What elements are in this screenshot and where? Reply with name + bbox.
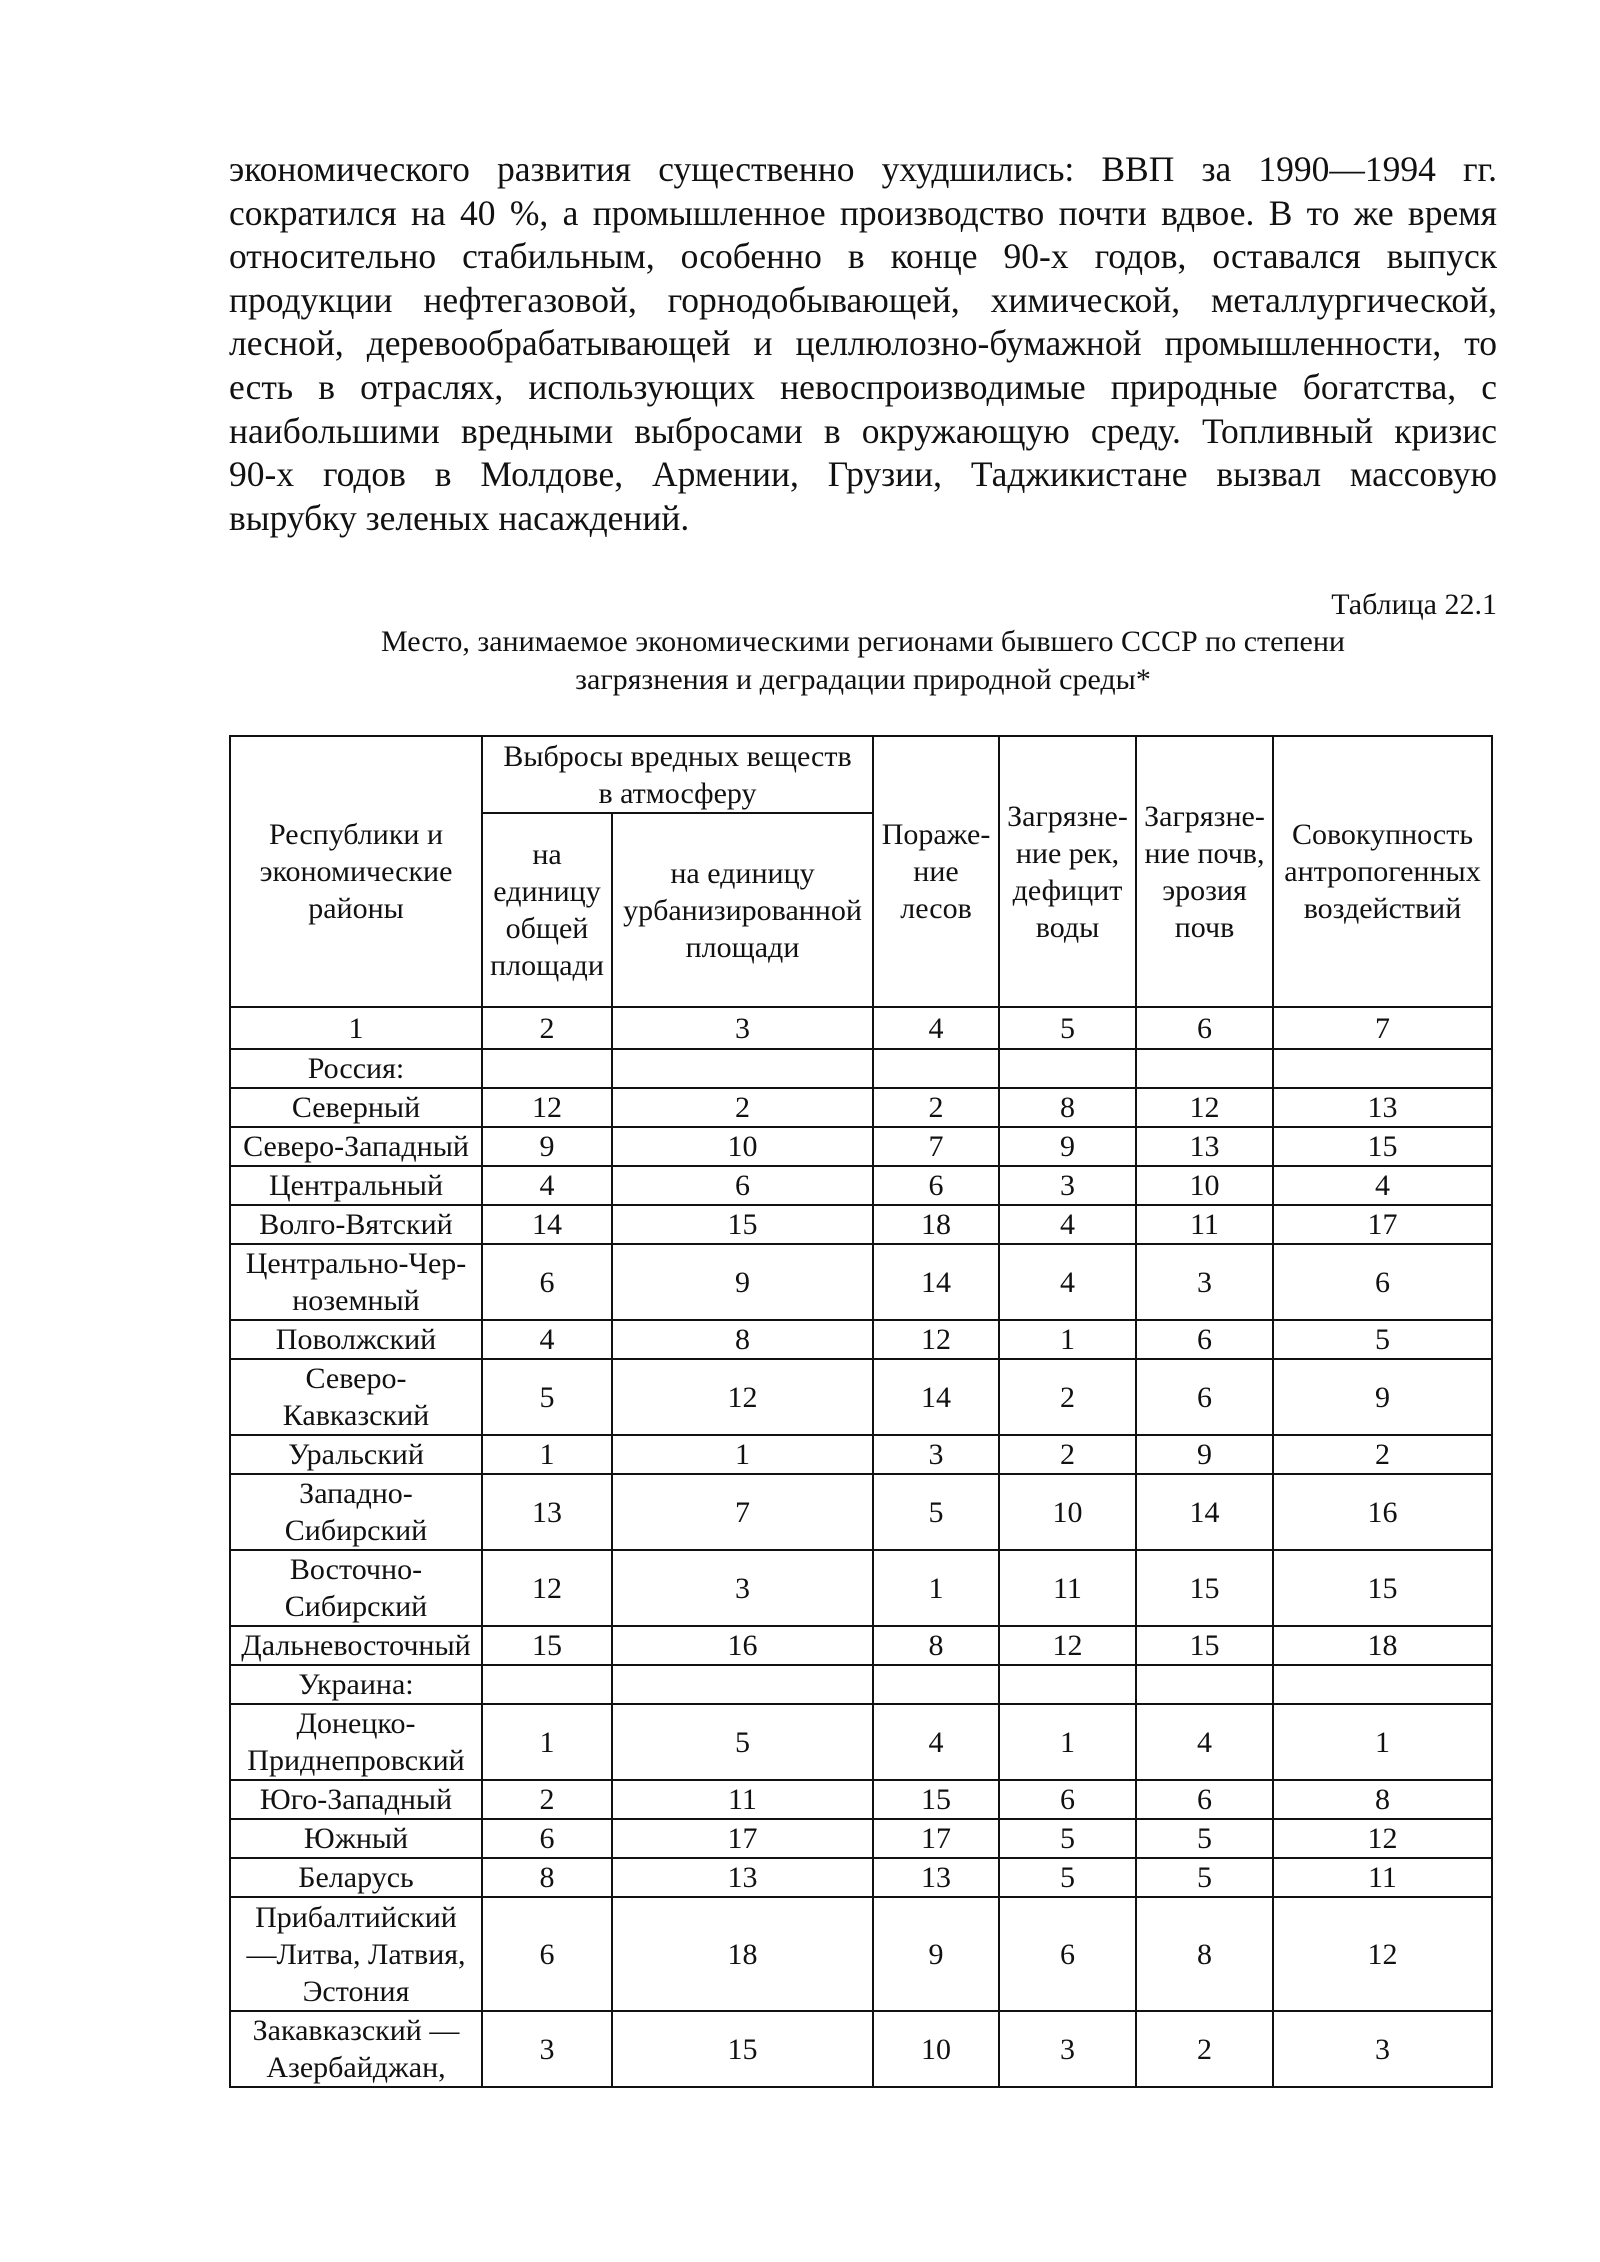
rank-cell [482,1665,612,1704]
region-name [230,1359,482,1435]
pollution-ranking-table [229,735,1493,2088]
region-name [230,1244,482,1320]
rank-cell: 12 [1273,1897,1492,2011]
rank-cell: 2 [612,1088,873,1127]
caption-line: Место, занимаемое экономическими регионами бывшего СССР по степени [381,625,1345,658]
rank-cell: 14 [482,1205,612,1244]
column-number-row [230,1007,1492,1049]
rank-cell: 1 [1273,1704,1492,1780]
rank-cell: 18 [873,1205,999,1244]
rank-cell: 13 [482,1474,612,1550]
header-line: почв [1174,910,1235,944]
region-name-line: Поволжский [275,1323,437,1356]
rank-cell: 8 [612,1320,873,1359]
paragraph-line: лесной, деревообрабатывающей и целлюлозно-бумажной промышленности, то [229,323,1497,364]
table-row [230,1359,1492,1435]
table-row [230,2011,1492,2087]
rank-cell: 5 [482,1359,612,1435]
rank-cell: 1 [482,1435,612,1474]
header-soil-pollution [1136,736,1273,1007]
region-name [230,1550,482,1626]
rank-cell: 11 [1136,1205,1273,1244]
region-name-line: Донецко- [296,1707,416,1740]
rank-cell: 6 [999,1897,1136,2011]
rank-cell: 16 [612,1626,873,1665]
region-name [230,1049,482,1088]
region-name-line: Приднепровский [247,1744,465,1777]
rank-cell: 1 [482,1704,612,1780]
region-name-line: Уральский [288,1438,424,1471]
rank-cell: 2 [873,1088,999,1127]
region-name-line: Сибирский [284,1590,428,1623]
rank-cell: 3 [999,2011,1136,2087]
rank-cell: 17 [612,1819,873,1858]
rank-cell: 5 [999,1819,1136,1858]
header-river-pollution [999,736,1136,1007]
rank-cell: 4 [482,1166,612,1205]
column-number: 5 [999,1007,1136,1049]
table-row [230,1780,1492,1819]
header-line: на единицу [670,856,815,890]
rank-cell: 5 [873,1474,999,1550]
region-name [230,1127,482,1166]
rank-cell: 14 [1136,1474,1273,1550]
column-number: 1 [230,1007,482,1049]
header-line: ние [913,855,959,888]
region-name-line: Центральный [268,1169,443,1202]
header-line: воды [1035,910,1100,944]
rank-cell [999,1665,1136,1704]
rank-cell: 1 [999,1704,1136,1780]
rank-cell: 6 [873,1166,999,1205]
table-row [230,1205,1492,1244]
paragraph-line: экономического развития существенно ухудшились: ВВП за 1990—1994 гг. [229,149,1497,189]
header-line: дефицит [1012,873,1123,907]
rank-cell: 9 [612,1244,873,1320]
rank-cell: 6 [482,1244,612,1320]
header-line: общей [505,912,589,945]
rank-cell [1273,1049,1492,1088]
rank-cell: 10 [612,1127,873,1166]
rank-cell: 1 [612,1435,873,1474]
paragraph-line: есть в отраслях, использующих невоспроизводимые природные богатства, с [229,366,1497,407]
rank-cell: 1 [999,1320,1136,1359]
rank-cell: 12 [482,1088,612,1127]
header-line: ние почв, [1144,836,1265,870]
region-name [230,1088,482,1127]
rank-cell: 13 [1273,1088,1492,1127]
rank-cell: 17 [873,1819,999,1858]
rank-cell: 12 [482,1550,612,1626]
rank-cell [1273,1665,1492,1704]
region-name-line: Прибалтийский [255,1900,457,1934]
rank-cell: 15 [482,1626,612,1665]
rank-cell: 13 [612,1858,873,1897]
region-name-line: Сибирский [284,1514,428,1547]
rank-cell: 3 [482,2011,612,2087]
region-name-line: Западно- [299,1477,413,1510]
rank-cell [873,1049,999,1088]
region-name-line: Закавказский — [252,2014,460,2047]
region-name [230,1205,482,1244]
rank-cell: 3 [999,1166,1136,1205]
rank-cell: 9 [482,1127,612,1166]
region-name [230,1897,482,2011]
column-number: 3 [612,1007,873,1049]
paragraph-line: продукции нефтегазовой, горнодобывающей, химической, металлургической, [229,279,1497,320]
table-row [230,1088,1492,1127]
rank-cell: 8 [873,1626,999,1665]
header-line: площади [685,930,800,964]
region-name [230,1626,482,1665]
region-name [230,1780,482,1819]
header-line: Совокупность [1291,818,1474,851]
region-name [230,1665,482,1704]
rank-cell: 2 [1273,1435,1492,1474]
table-row [230,1665,1492,1704]
rank-cell [482,1049,612,1088]
rank-cell [612,1049,873,1088]
rank-cell: 12 [612,1359,873,1435]
rank-cell [1136,1049,1273,1088]
table-row [230,1897,1492,2011]
rank-cell: 4 [999,1205,1136,1244]
rank-cell: 9 [999,1127,1136,1166]
header-line: антропогенных [1284,855,1481,888]
header-line: Загрязне- [1007,799,1128,833]
header-regions [230,736,482,1007]
rank-cell: 12 [873,1320,999,1359]
region-name-line: Волго-Вятский [259,1208,453,1241]
table-row [230,1550,1492,1626]
rank-cell: 11 [999,1550,1136,1626]
rank-cell: 6 [1273,1244,1492,1320]
rank-cell: 5 [612,1704,873,1780]
rank-cell: 18 [612,1897,873,2011]
rank-cell: 15 [1273,1127,1492,1166]
rank-cell: 12 [999,1626,1136,1665]
rank-cell: 10 [999,1474,1136,1550]
rank-cell: 16 [1273,1474,1492,1550]
region-name-line: —Литва, Латвия, [246,1937,466,1971]
header-line: воздействий [1303,892,1462,925]
region-name-line: Дальневосточный [241,1629,471,1662]
rank-cell: 10 [873,2011,999,2087]
header-emissions-group [482,736,873,813]
header-forest-damage [873,736,999,1007]
table-row [230,1626,1492,1665]
rank-cell: 14 [873,1359,999,1435]
rank-cell: 10 [1136,1166,1273,1205]
rank-cell: 8 [1273,1780,1492,1819]
table-row [230,1704,1492,1780]
region-name [230,1704,482,1780]
rank-cell [612,1665,873,1704]
region-name-line: Восточно- [289,1553,423,1586]
rank-cell: 8 [999,1088,1136,1127]
header-line: Загрязне- [1144,799,1265,833]
rank-cell: 18 [1273,1626,1492,1665]
rank-cell: 3 [873,1435,999,1474]
column-number: 6 [1136,1007,1273,1049]
header-line: площади [490,949,604,982]
table-row [230,1474,1492,1550]
rank-cell: 15 [1273,1550,1492,1626]
table-caption [229,623,1497,699]
rank-cell: 3 [612,1550,873,1626]
rank-cell: 17 [1273,1205,1492,1244]
body-paragraph [229,148,1497,540]
rank-cell: 9 [1136,1435,1273,1474]
rank-cell: 3 [1136,1244,1273,1320]
region-name-line: Южный [303,1822,409,1855]
region-name-line: Украина: [298,1668,414,1701]
region-name [230,1435,482,1474]
rank-cell: 12 [1273,1819,1492,1858]
region-name [230,1819,482,1858]
rank-cell: 15 [1136,1626,1273,1665]
header-line: ние рек, [1015,836,1120,870]
rank-cell: 5 [1136,1858,1273,1897]
region-name [230,1474,482,1550]
region-name-line: Россия: [307,1052,405,1085]
header-line: лесов [900,892,972,925]
header-line: районы [308,892,404,925]
rank-cell: 4 [873,1704,999,1780]
rank-cell: 15 [873,1780,999,1819]
rank-cell: 2 [999,1359,1136,1435]
rank-cell: 7 [873,1127,999,1166]
rank-cell: 15 [612,2011,873,2087]
header-line: урбанизированной [623,893,862,927]
header-line: единицу [493,875,601,908]
rank-cell: 4 [1136,1704,1273,1780]
caption-line: загрязнения и деградации природной среды* [575,663,1151,696]
rank-cell: 5 [1136,1819,1273,1858]
table-row [230,1858,1492,1897]
rank-cell: 6 [1136,1320,1273,1359]
header-line: экономические [259,855,453,888]
region-name-line: Кавказский [282,1399,430,1432]
header-line: Выбросы вредных веществ [503,739,852,773]
rank-cell: 7 [612,1474,873,1550]
table-row [230,1435,1492,1474]
table-row [230,1244,1492,1320]
table-row [230,1166,1492,1205]
rank-cell: 6 [612,1166,873,1205]
rank-cell: 2 [1136,2011,1273,2087]
rank-cell [999,1049,1136,1088]
rank-cell: 15 [1136,1550,1273,1626]
rank-cell: 6 [482,1897,612,2011]
region-name-line: Азербайджан, [266,2051,446,2084]
region-name-line: Центрально-Чер- [245,1247,467,1280]
rank-cell: 8 [1136,1897,1273,2011]
rank-cell [873,1665,999,1704]
rank-cell: 14 [873,1244,999,1320]
rank-cell: 6 [1136,1780,1273,1819]
region-name [230,1166,482,1205]
rank-cell: 3 [1273,2011,1492,2087]
header-line: Республики и [268,818,444,851]
rank-cell: 4 [999,1244,1136,1320]
table-row [230,1819,1492,1858]
column-number: 2 [482,1007,612,1049]
paragraph-line: наибольшими вредными выбросами в окружающую среду. Топливный кризис [229,410,1497,451]
table-number: Таблица 22.1 [1331,588,1497,621]
rank-cell: 2 [482,1780,612,1819]
rank-cell: 13 [873,1858,999,1897]
rank-cell: 6 [1136,1359,1273,1435]
header-line: Пораже- [881,818,991,851]
region-name-line: Северо-Западный [243,1130,469,1163]
rank-cell: 11 [612,1780,873,1819]
region-name-line: ноземный [292,1284,420,1317]
header-line: эрозия [1162,873,1247,907]
paragraph-line: вырубку зеленых насаждений. [229,497,690,538]
rank-cell: 4 [482,1320,612,1359]
region-name [230,1858,482,1897]
rank-cell: 1 [873,1550,999,1626]
rank-cell: 8 [482,1858,612,1897]
rank-cell: 13 [1136,1127,1273,1166]
region-name-line: Северный [291,1091,421,1124]
region-name-line: Северо- [305,1362,407,1395]
paragraph-line: сократился на 40 %, а промышленное производство почти вдвое. В то же время [229,192,1497,233]
region-name [230,1320,482,1359]
table-row [230,1320,1492,1359]
header-total-impact [1273,736,1492,1007]
region-name [230,2011,482,2087]
rank-cell: 9 [1273,1359,1492,1435]
rank-cell: 6 [482,1819,612,1858]
rank-cell: 6 [999,1780,1136,1819]
rank-cell: 9 [873,1897,999,2011]
header-per-urban-area [612,813,873,1007]
header-line: на [532,838,562,871]
rank-cell: 12 [1136,1088,1273,1127]
rank-cell: 11 [1273,1858,1492,1897]
table-row [230,1127,1492,1166]
header-line: в атмосферу [598,776,757,810]
column-number: 4 [873,1007,999,1049]
header-per-total-area [482,813,612,1007]
region-name-line: Эстония [302,1974,410,2008]
rank-cell: 5 [1273,1320,1492,1359]
rank-cell: 2 [999,1435,1136,1474]
region-name-line: Беларусь [298,1861,414,1894]
column-number: 7 [1273,1007,1492,1049]
paragraph-line: 90-х годов в Молдове, Армении, Грузии, Таджикистане вызвал массовую [229,454,1497,495]
table-row [230,1049,1492,1088]
region-name-line: Юго-Западный [259,1783,453,1816]
rank-cell: 4 [1273,1166,1492,1205]
rank-cell [1136,1665,1273,1704]
paragraph-line: относительно стабильным, особенно в конце 90-х годов, оставался выпуск [229,236,1497,277]
rank-cell: 5 [999,1858,1136,1897]
rank-cell: 15 [612,1205,873,1244]
